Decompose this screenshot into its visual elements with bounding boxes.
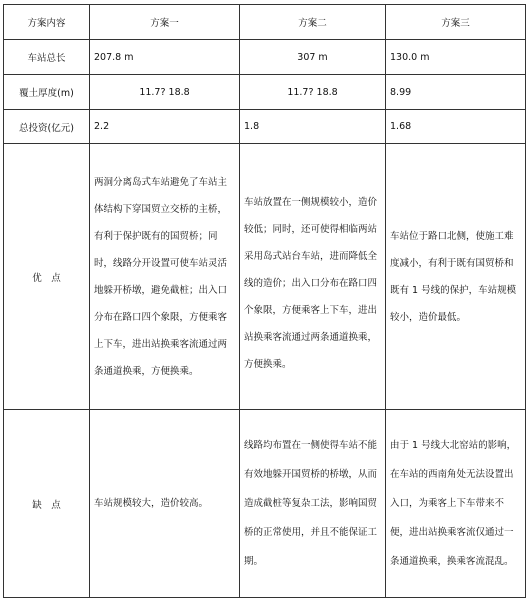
table-header-row	[4, 5, 526, 40]
header-cell-plan-1: 方案一	[90, 5, 240, 40]
row-label-advantages: 优 点	[4, 144, 90, 410]
cell-investment-plan-2: 1.8	[240, 110, 386, 144]
cell-disadvantages-plan-1-wrap	[90, 410, 240, 598]
comparison-table	[3, 4, 526, 598]
table-row-investment	[4, 110, 526, 144]
cell-advantages-plan-2-wrap	[240, 144, 386, 410]
cell-disadvantages-plan-2: 线路均布置在一侧使得车站不能有效地躲开国贸桥的桥墩，从而造成截桩等复杂工法，影响国贸桥的正常使用，并且不能保证工期。	[244, 440, 378, 567]
cell-investment-plan-3: 1.68	[386, 110, 526, 144]
row-label-disadvantages: 缺 点	[4, 410, 90, 598]
cell-advantages-plan-1-wrap	[90, 144, 240, 410]
cell-disadvantages-plan-3-wrap	[386, 410, 526, 598]
cell-advantages-plan-3: 车站位于路口北侧，使施工难度减小，有利于既有国贸桥和既有 1 号线的保护，车站规模较小，造价最低。	[390, 230, 517, 323]
cell-length-plan-1: 207.8 m	[90, 40, 240, 75]
cell-soil-plan-2: 11.7? 18.8	[240, 75, 386, 110]
header-cell-plan-2: 方案二	[240, 5, 386, 40]
table-row-soil	[4, 75, 526, 110]
cell-disadvantages-plan-2-wrap	[240, 410, 386, 598]
header-cell-content: 方案内容	[4, 5, 90, 40]
cell-advantages-plan-2: 车站放置在一侧规模较小，造价较低；同时，还可使得相临两站采用岛式站台车站，进而降低全线的造价；出入口分布在路口四个象限，方便乘客上下车，进出站换乘客流通过两条通道换乘，方便换乘。	[244, 197, 378, 370]
cell-investment-plan-1: 2.2	[90, 110, 240, 144]
row-label-length: 车站总长	[4, 40, 90, 75]
row-label-investment: 总投资(亿元)	[4, 110, 90, 144]
cell-soil-plan-3: 8.99	[386, 75, 526, 110]
cell-disadvantages-plan-3: 由于 1 号线大北窑站的影响，在车站的西南角处无法设置出入口，为乘客上下车带来不便，进出站换乘客流仅通过一条通道换乘，换乘客流混乱。	[390, 440, 517, 567]
cell-advantages-plan-3-wrap	[386, 144, 526, 410]
table-row-advantages	[4, 144, 526, 410]
cell-soil-plan-1: 11.7? 18.8	[90, 75, 240, 110]
cell-disadvantages-plan-1: 车站规模较大，造价较高。	[94, 498, 209, 509]
table-row-length	[4, 40, 526, 75]
header-cell-plan-3: 方案三	[386, 5, 526, 40]
cell-length-plan-2: 307 m	[240, 40, 386, 75]
cell-length-plan-3: 130.0 m	[386, 40, 526, 75]
row-label-soil: 覆土厚度(m)	[4, 75, 90, 110]
table-row-disadvantages	[4, 410, 526, 598]
cell-advantages-plan-1: 两洞分离岛式车站避免了车站主体结构下穿国贸立交桥的主桥，有利于保护既有的国贸桥；同时，线路分开设置可使车站灵活地躲开桥墩，避免截桩；出入口分布在路口四个象限，方便乘客上下车，进出站换乘客流通过两条通道换乘，方便换乘。	[94, 176, 228, 377]
